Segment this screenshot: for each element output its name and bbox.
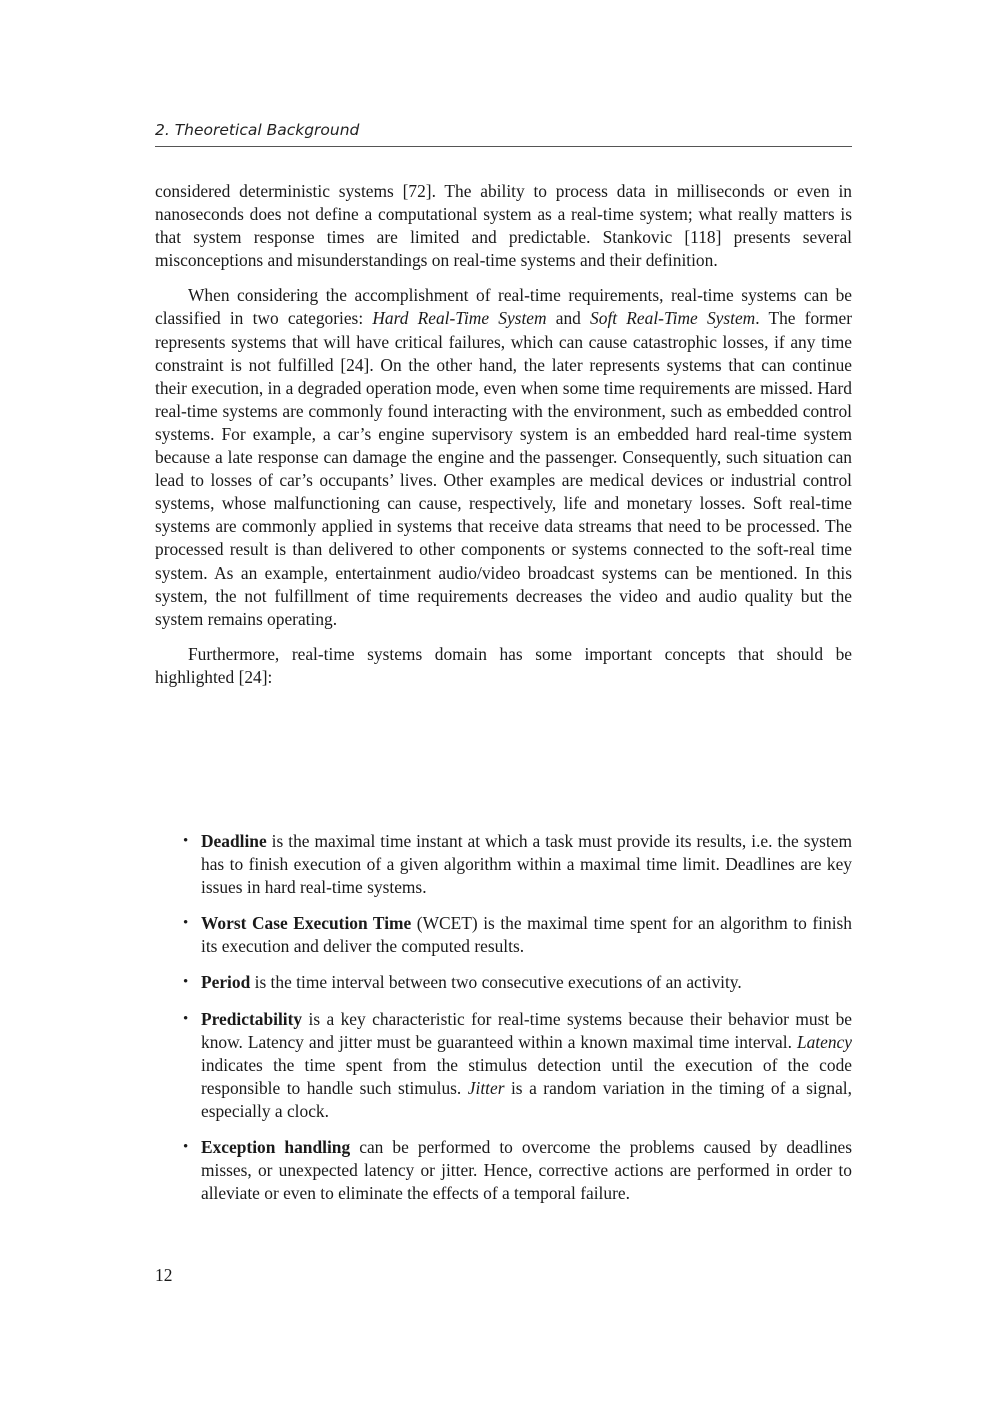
predictability-text-2: indicates the time spent from the stimulus detection until the execution of the code responsible to handle such stimulus. xyxy=(201,1054,852,1098)
deadline-text: is the maximal time instant at which a task must provide its results, i.e. the system has to finish execution of a given algorithm within a maximal time limit. Deadlines are key issues in hard real-time systems. xyxy=(201,831,852,898)
term-period: Period xyxy=(201,972,251,993)
paragraph-2-text-3: . The former represents systems that will have critical failures, which can cause catastrophic losses, if any time constraint is not fulfilled [24]. On the other hand, the later represents systems that can continue their execution, in a degraded operation mode, even when some time requirements are missed. Hard real-time systems are commonly found interacting with the environment, such as embedded control systems. For example, a car’s engine supervisory system is an embedded hard real-time system because a late response can damage the engine and the passenger. Consequently, such situation can lead to losses of car’s occupants’ lives. Other examples are medical devices or industrial control systems, whose malfunctioning can cause, respectively, life and monetary losses. Soft real-time systems are commonly applied in systems that receive data streams that need to be processed. The processed result is than delivered to other components or systems connected to the soft-real time system. As an example, entertainment audio/video broadcast systems can be mentioned. In this system, the not fulfillment of time requirements decreases the video and audio quality but the system remains operating. xyxy=(155,308,852,629)
term-hard-real-time: Hard Real-Time System xyxy=(372,308,547,329)
list-item-deadline xyxy=(155,830,852,899)
paragraph-1: considered deterministic systems [72]. The ability to process data in milliseconds or even in nanoseconds does not define a computational system as a real-time system; what really matters is that system response times are limited and predictable. Stankovic [118] presents several misconceptions and misunderstandings on real-time systems and their definition. xyxy=(155,181,852,271)
period-text: is the time interval between two consecutive executions of an activity. xyxy=(250,972,742,993)
list-item-predictability xyxy=(155,1008,852,1123)
paragraph-3: Furthermore, real-time systems domain has some important concepts that should be highlighted [24]: xyxy=(155,643,852,687)
list-item-exception-handling xyxy=(155,1136,852,1205)
body-text xyxy=(155,180,852,701)
predictability-text-1: is a key characteristic for real-time systems because their behavior must be know. Latency and jitter must be guaranteed within a known maximal time interval. xyxy=(201,1008,852,1052)
list-item-period xyxy=(155,971,852,994)
concept-list xyxy=(155,830,852,1218)
page-number: 12 xyxy=(155,1265,173,1285)
bullet-icon: • xyxy=(183,1010,189,1027)
bullet-icon: • xyxy=(183,915,189,932)
term-deadline: Deadline xyxy=(201,831,267,851)
term-predictability: Predictability xyxy=(201,1008,303,1029)
page-header xyxy=(155,120,852,147)
predictability-text-3: is a random variation in the timing of a signal, especially a clock. xyxy=(201,1077,852,1121)
paragraph-2-text-2: and xyxy=(546,308,591,329)
term-exception-handling: Exception handling xyxy=(201,1137,351,1158)
term-latency: Latency xyxy=(796,1031,852,1052)
paragraph-2-text-1: When considering the accomplishment of real-time requirements, real-time systems can be classified in two categories: xyxy=(155,285,852,329)
term-jitter: Jitter xyxy=(467,1077,505,1098)
running-head: 2. Theoretical Background xyxy=(155,121,360,139)
bullet-icon: • xyxy=(183,1139,189,1156)
term-wcet: Worst Case Execution Time xyxy=(201,913,412,934)
exception-text: can be performed to overcome the problems caused by deadlines misses, or unexpected latency or jitter. Hence, corrective actions are performed in order to alleviate or even to eliminate the effects of a temporal failure. xyxy=(201,1137,853,1204)
wcet-text: (WCET) is the maximal time spent for an algorithm to finish its execution and deliver the computed results. xyxy=(201,913,852,957)
bullet-icon: • xyxy=(183,974,189,991)
bullet-icon: • xyxy=(183,833,189,849)
paragraph-2 xyxy=(155,284,852,630)
list-item-wcet xyxy=(155,912,852,958)
term-soft-real-time: Soft Real-Time System xyxy=(590,308,756,329)
